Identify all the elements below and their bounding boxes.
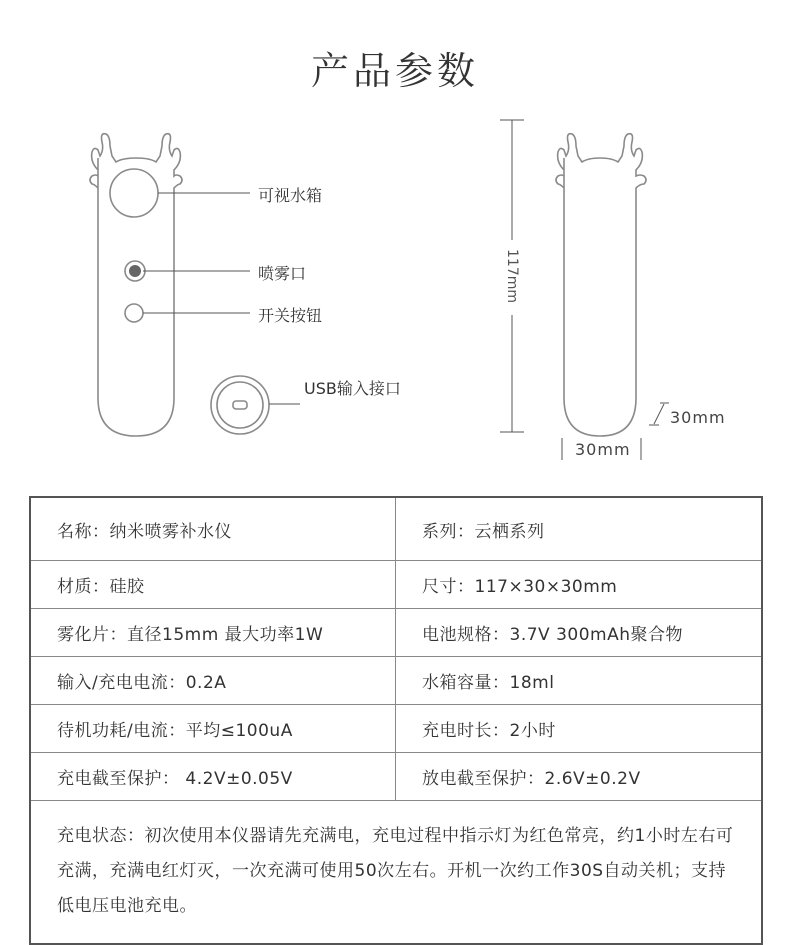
spec-input-current: 输入/充电电流：0.2A [30,657,396,705]
page-title: 产品参数 [310,49,479,93]
spec-charge-time: 充电时长：2小时 [396,705,763,753]
dimension-width: 30mm [575,440,631,459]
table-row [30,609,762,657]
usb-port-slot [233,401,247,409]
device-side-outline [556,134,646,436]
spec-atomizer: 雾化片：直径15mm 最大功率1W [30,609,396,657]
label-water-tank: 可视水箱 [258,186,323,205]
spec-table [29,496,763,945]
dimension-height: 117mm [504,249,520,303]
usb-port-inner [217,382,263,428]
spec-standby-power: 待机功耗/电流：平均≤100uA [30,705,396,753]
table-row [30,801,762,945]
table-row [30,657,762,705]
label-power-button: 开关按钮 [258,306,323,325]
spec-material: 材质：硅胶 [30,561,396,609]
spec-discharge-cutoff: 放电截至保护：2.6V±0.2V [396,753,763,801]
spec-size: 尺寸：117×30×30mm [396,561,763,609]
water-tank-window [110,169,158,217]
label-usb-port: USB输入接口 [304,379,401,398]
power-button-ring [125,304,143,322]
dimension-depth: 30mm [670,408,726,427]
label-spray-outlet: 喷雾口 [258,264,307,283]
table-row [30,753,762,801]
table-row [30,705,762,753]
usb-port-outer [211,376,269,434]
table-row [30,561,762,609]
spec-battery: 电池规格：3.7V 300mAh聚合物 [396,609,763,657]
device-front-outline [90,134,182,436]
charging-status-note: 充电状态：初次使用本仪器请先充满电，充电过程中指示灯为红色常亮，约1小时左右可充满，充满电红灯灭，一次充满可使用50次左右。开机一次约工作30S自动关机；支持低电压电池充电。 [30,801,762,945]
spec-charge-cutoff: 充电截至保护： 4.2V±0.05V [30,753,396,801]
spec-tank-capacity: 水箱容量：18ml [396,657,763,705]
spec-name: 名称：纳米喷雾补水仪 [30,497,396,561]
table-row [30,497,762,561]
spec-series: 系列：云栖系列 [396,497,763,561]
